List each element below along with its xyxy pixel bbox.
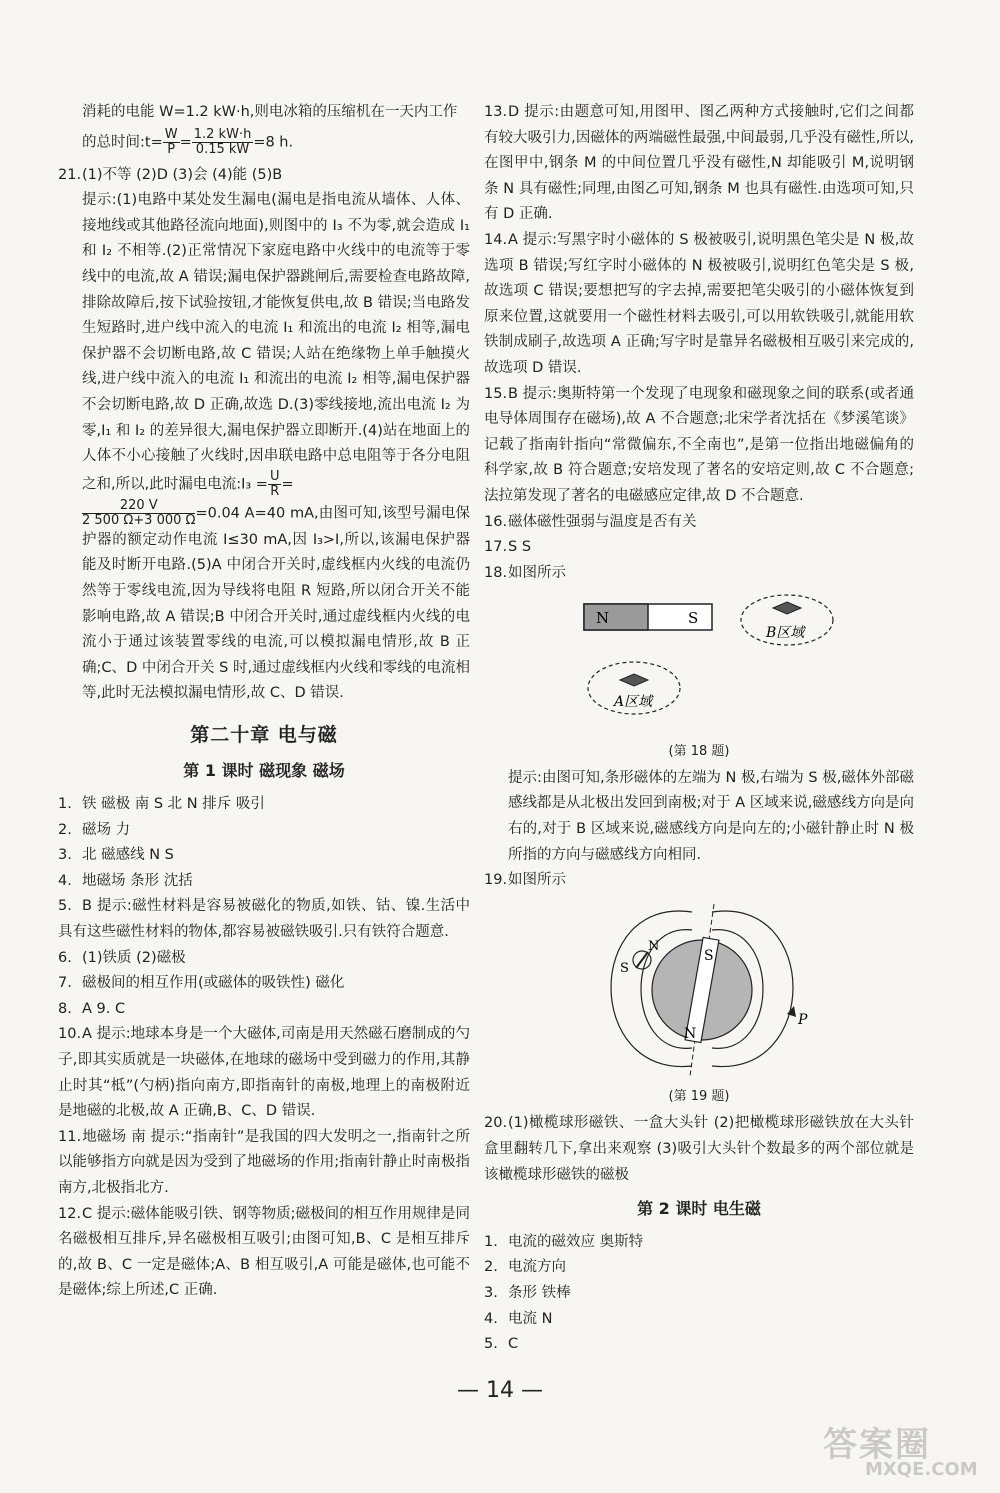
item-number: 5.: [484, 1336, 498, 1353]
item-text: 电流 N: [508, 1310, 553, 1327]
page-number: — 14 —: [457, 1378, 543, 1403]
list-item: [58, 792, 470, 818]
figure-19-caption: (第 19 题): [668, 1089, 730, 1105]
region-a-compass-icon: [620, 674, 648, 686]
fraction-i3-top: 220 V: [82, 499, 195, 514]
item-text: A 9. C: [82, 1000, 126, 1017]
q21-hint-a-text: 提示:(1)电路中某处发生漏电(漏电是指电流从墙体、人体、接地线或其他路径流向地面),则图中的 I₃ 不为零,就会造成 I₁ 和 I₂ 不相等.(2)正常情况下家庭电路中火线中的电流等于零线中的电流,故 A 错误;漏电保护器跳闸后,需要检查电路故障,排除故障后,按下试验按钮,才能恢复供电,故 B 错误;当电路发生短路时,进户线中流入的电流 I₁ 和流出的电流 I₂ 相等,漏电保护器不会切断电路,故 C 错误;人站在绝缘物上单手触摸火线,进户线中流入的电流 I₁ 和流出的电流 I₂ 相等,漏电保护器不会切断电路,故 D 正确,故选 D.(3)零线接地,流出电流 I₂ 为零,I₁ 和 I₂ 的差异很大,漏电保护器立即断开.(4)站在地面上的人体不小心接触了火线时,因串联电路中总电阻等于各分电阻之和,所以,此时漏电电流:I₃ =: [82, 192, 470, 493]
fraction-i3-bot: 2 500 Ω+3 000 Ω: [82, 512, 196, 528]
item-text: 地磁场 条形 沈括: [82, 872, 193, 889]
right-column: [484, 100, 914, 1358]
fraction-i3: [82, 499, 195, 528]
list-item: [58, 997, 470, 1023]
item-number: 1.: [484, 1233, 498, 1250]
list-item: [484, 100, 914, 228]
item-text: 如图所示: [508, 872, 566, 889]
fraction-values-bot: 0.15 kW: [195, 141, 250, 157]
watermark-line-1: 答案圈: [823, 1425, 931, 1465]
list-item: [484, 1281, 914, 1307]
item-text: 条形 铁棒: [508, 1285, 571, 1301]
lesson-1-items: [58, 792, 470, 1304]
item-number: 7.: [58, 975, 72, 992]
energy-line-2-post: =8 h.: [253, 134, 294, 151]
chapter-title: 第二十章 电与磁: [190, 723, 338, 746]
list-item: [484, 510, 914, 536]
lesson-2-title: 第 2 课时 电生磁: [637, 1199, 761, 1219]
item-text: 铁 磁极 南 S 北 N 排斥 吸引: [82, 796, 265, 813]
q21-number: 21.: [58, 166, 82, 183]
list-item: [484, 1255, 914, 1281]
item-number: 4.: [484, 1310, 498, 1327]
item-number: 14.: [484, 231, 508, 248]
figure-19-diagram: [484, 900, 914, 1078]
figure-18-diagram: [484, 592, 914, 732]
figure-19: [484, 900, 914, 1108]
fraction-values: [192, 128, 254, 157]
item-text: A 提示:写黑字时小磁体的 S 极被吸引,说明黑色笔尖是 N 极,故选项 B 错误;写红字时小磁体的 N 极被吸引,说明红色笔尖是 S 极,故选项 C 错误;要想把写的字去掉,需要把笔尖吸引的小磁体恢复到原来位置,这就要用一个磁性材料去吸引,可以用软铁吸引,就能用软铁制成刷子,故选项 A 正确;写字时是靠异名磁极相互吸引来完成的,故选项 D 错误.: [484, 231, 914, 376]
fraction-w: W: [164, 126, 178, 142]
list-item: [484, 535, 914, 561]
list-item: [484, 1307, 914, 1333]
item-number: 3.: [58, 847, 72, 864]
item-number: 20.: [484, 1115, 508, 1132]
item-text: D 提示:由题意可知,用图甲、图乙两种方式接触时,它们之间都有较大吸引力,因磁体的两端磁性最强,中间最弱,几乎没有磁性,所以,在图甲中,钢条 M 的中间位置几乎没有磁性,N 却能吸引 M,说明钢条 N 具有磁性;同理,由图乙可知,钢条 M 也具有磁性.由选项可知,只有 D 正确.: [484, 104, 914, 223]
item-number: 13.: [484, 104, 508, 120]
lesson-1-title: 第 1 课时 磁现象 磁场: [183, 761, 345, 781]
energy-line-2-pre: 的总时间:t=: [82, 134, 163, 151]
item-text: 电流的磁效应 奥斯特: [508, 1233, 644, 1250]
energy-line-2: 的总时间:t= $\frac{W}{P}$ = $\frac{1.2 kW\cdot h}{0.15 kW}$ =8 h.: [82, 126, 294, 157]
item-number: 12.: [58, 1205, 82, 1222]
item-number: 1.: [58, 796, 72, 813]
item-text: 北 磁感线 N S: [82, 847, 174, 864]
q21-answer: [58, 163, 470, 189]
q21-hint-b-text: =0.04 A=40 mA,由图可知,该型号漏电保护器的额定动作电流 I≤30 mA,因 I₃>I,所以,该漏电保护器能及时断开电路.(5)A 中闭合开关时,虚线框内火线的电流仍然等于零线电流,因为导线将电阻 R 短路,所以闭合开关不能影响电路,故 A 错误;B 中闭合开关时,通过虚线框内火线的电流小于通过该装置零线的电流,可以模拟漏电情形,故 B 正确;C、D 中闭合开关 S 时,通过虚线框内火线和零线的电流相等,此时无法模拟漏电情形,故 C、D 错误.: [82, 505, 470, 702]
item-number: 2.: [58, 821, 72, 838]
list-item: [484, 382, 914, 510]
fraction-values-top: 1.2 kW·h: [193, 126, 252, 142]
list-item: [58, 894, 470, 945]
list-item: [484, 1332, 914, 1358]
inner-magnet-s-label: S: [704, 947, 714, 964]
fraction-u-over-r: [268, 470, 282, 499]
fraction-w-over-p: [163, 128, 180, 157]
watermark-logo: [815, 1415, 985, 1485]
item-text: C 提示:磁体能吸引铁、钢等物质;磁极间的相互作用规律是同名磁极相互排斥,异名磁极相互吸引;由图可知,B、C 是相互排斥的,故 B、C 一定是磁体;A、B 相互吸引,A 可能是磁体,也可能不是磁体;综上所述,C 正确.: [58, 1205, 470, 1299]
item-number: 4.: [58, 872, 72, 889]
list-item: [484, 868, 914, 894]
list-item: [58, 843, 470, 869]
item-text: 磁场 力: [82, 821, 131, 838]
list-item: [484, 1111, 914, 1188]
item-text: (1)橄榄球形磁铁、一盒大头针 (2)把橄榄球形磁铁放在大头针盒里翻转几下,拿出来观察 (3)吸引大头针个数最多的两个部位就是该橄榄球形磁铁的磁极: [484, 1115, 914, 1183]
item-number: 10.: [58, 1026, 82, 1043]
item-text: 地磁场 南 提示:“指南针”是我国的四大发明之一,指南针之所以能够指方向就是因为受到了地磁场的作用;指南针静止时南极指南方,北极指北方.: [58, 1128, 470, 1196]
list-item: [484, 228, 914, 382]
inner-magnet-n-label: N: [684, 1025, 697, 1042]
item-text: 电流方向: [508, 1259, 566, 1276]
fraction-u: U: [269, 468, 280, 484]
figure-18: [484, 592, 914, 762]
item-number: 6.: [58, 949, 72, 966]
item-number: 5.: [58, 898, 72, 915]
hint-18: 提示:由图可知,条形磁体的左端为 N 极,右端为 S 极,磁体外部磁感线都是从北极出发回到南极;对于 A 区域来说,磁感线方向是向右的,对于 B 区域来说,磁感线方向是向左的;小磁针静止时 N 极所指的方向与磁感线方向相同.: [508, 769, 914, 863]
list-item: [484, 1230, 914, 1256]
magnet-n-label: N: [596, 609, 610, 628]
item-number: 3.: [484, 1285, 498, 1301]
list-item: [58, 1125, 470, 1202]
item-number: 8.: [58, 1000, 72, 1017]
item-number: 15.: [484, 385, 508, 402]
item-text: (1)铁质 (2)磁极: [82, 949, 186, 966]
q21-hint-a: 提示:(1)电路中某处发生漏电(漏电是指电流从墙体、人体、接地线或其他路径流向地面),则图中的 I₃ 不为零,就会造成 I₁ 和 I₂ 不相等.(2)正常情况下家庭电路中火线中的电流等于零线中的电流,故 A 错误;漏电保护器跳闸后,需要检查电路故障,排除故障后,按下试验按钮,才能恢复供电,故 B 错误;当电路发生短路时,进户线中流入的电流 I₁ 和流出的电流 I₂ 相等,漏电保护器不会切断电路,故 C 错误;人站在绝缘物上单手触摸火线,进户线中流入的电流 I₁ 和流出的电流 I₂ 相等,漏电保护器不会切断电路,故 D 正确,故选 D.(3)零线接地,流出电流 I₂ 为零,I₁ 和 I₂ 的差异很大,漏电保护器立即断开.(4)站在地面上的人体不小心接触了火线时,因串联电路中总电阻等于各分电阻之和,所以,此时漏电电流:I₃ = $\frac{U}{R}$ =: [82, 192, 470, 499]
item-number: 2.: [484, 1259, 498, 1276]
item-number: 17.: [484, 539, 508, 556]
compass-n-label: N: [648, 938, 660, 954]
item-number: 16.: [484, 513, 508, 530]
item-text: 磁极间的相互作用(或磁体的吸铁性) 磁化: [82, 975, 345, 992]
figure-18-caption: (第 18 题): [668, 743, 730, 759]
item-text: A 提示:地球本身是一个大磁体,司南是用天然磁石磨制成的勺子,即其实质就是一块磁体,在地球的磁场中受到磁力的作用,其静止时其“柢”(勺柄)指向南方,即指南针的南极,地理上的南极附近是地磁的北极,故 A 正确,B、C、D 错误.: [58, 1026, 470, 1120]
energy-line-1: 消耗的电能 W=1.2 kW·h,则电冰箱的压缩机在一天内工作: [82, 104, 458, 120]
item-text: B 提示:奥斯特第一个发现了电现象和磁现象之间的联系(或者通电导体周围存在磁场),故 A 不合题意;北宋学者沈括在《梦溪笔谈》记载了指南针指向“常微偏东,不全南也”,是第一位指出地磁偏角的科学家,故 B 符合题意;安培发现了著名的安培定则,故 C 不合题意;法拉第发现了著名的电磁感应定律,故 D 不合题意.: [484, 385, 914, 504]
point-p-label: P: [798, 1011, 808, 1028]
fraction-r: R: [270, 483, 280, 499]
q21-hint-b: [58, 499, 470, 707]
list-item: [58, 946, 470, 972]
bar-magnet-n-half: [584, 604, 648, 630]
list-item: [58, 971, 470, 997]
item-text: S S: [508, 539, 532, 556]
magnet-s-label: S: [688, 609, 699, 628]
item-text: 磁体磁性强弱与温度是否有关: [508, 513, 697, 530]
item-number: 19.: [484, 872, 508, 889]
item-text: C: [508, 1336, 519, 1353]
region-a-label: A区域: [614, 694, 653, 711]
q21-answer-text: (1)不等 (2)D (3)会 (4)能 (5)B: [82, 166, 283, 183]
list-item: [58, 1022, 470, 1124]
item-number: 18.: [484, 564, 508, 581]
region-b-compass-icon: [773, 602, 801, 614]
region-b-label: B区域: [766, 625, 805, 642]
item-text: 如图所示: [508, 564, 566, 581]
watermark-line-2: MXQE.COM: [865, 1459, 978, 1480]
fraction-p: P: [167, 141, 176, 157]
item-text: B 提示:磁性材料是容易被磁化的物质,如铁、钴、镍.生活中具有这些磁性材料的物体,都容易被磁铁吸引.只有铁符合题意.: [58, 898, 470, 941]
list-item: [484, 561, 914, 587]
compass-s-label: S: [620, 960, 629, 976]
list-item: [58, 818, 470, 844]
item-number: 11.: [58, 1128, 82, 1145]
list-item: [58, 869, 470, 895]
left-column: [58, 100, 470, 1304]
list-item: [58, 1202, 470, 1304]
